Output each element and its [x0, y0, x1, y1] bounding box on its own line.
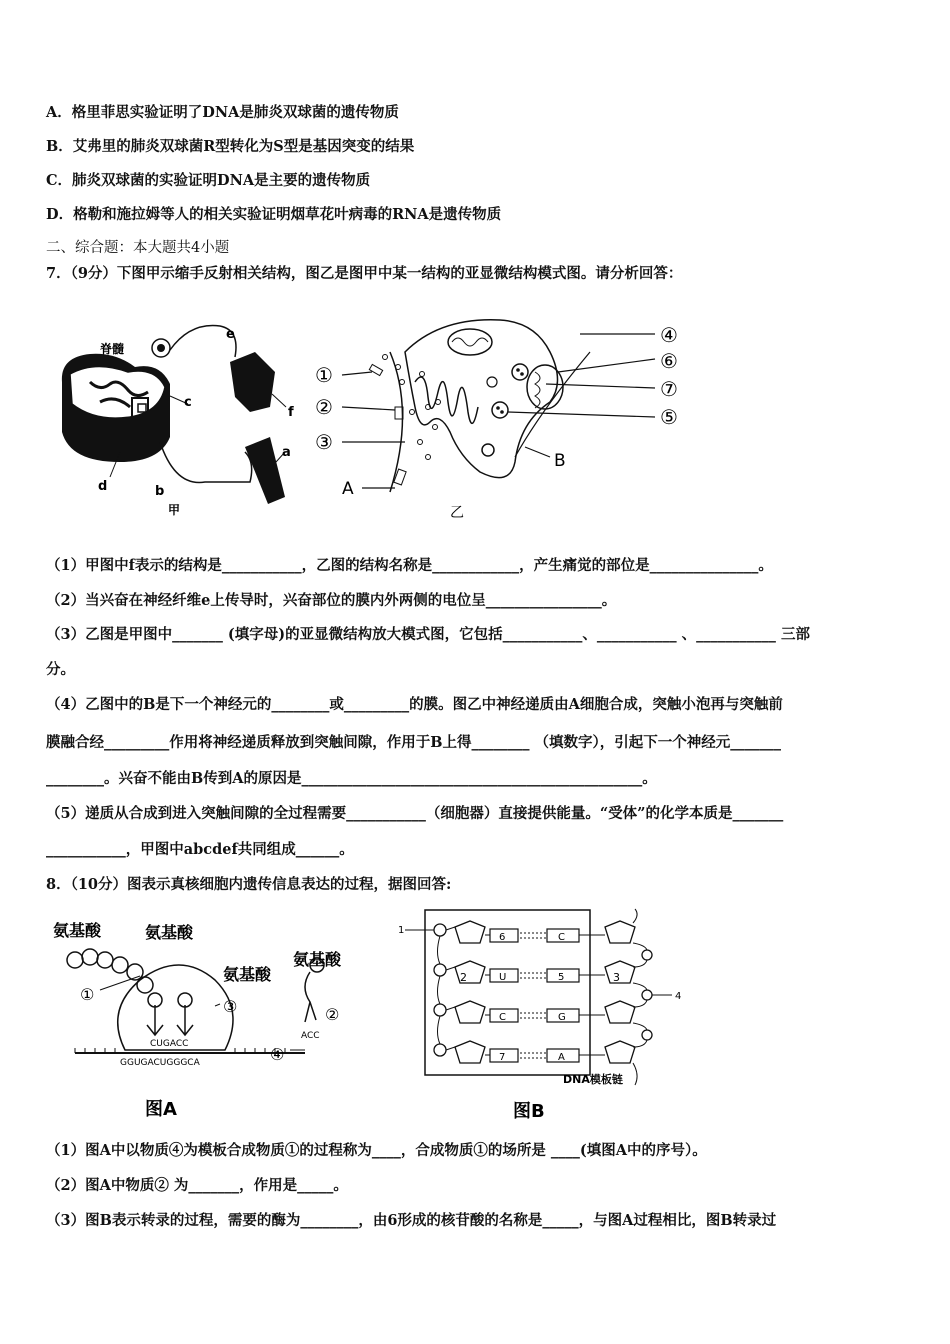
q8-part-3: （3）图B表示转录的过程，需要的酶为________，由6形成的核苷酸的名称是_____，与图A过程相比，图B转录过 — [46, 1212, 777, 1229]
base-left-1: 6 — [499, 932, 506, 943]
base-right-4: A — [558, 1052, 565, 1063]
label-f: f — [288, 405, 294, 420]
q7-part-4: （4）乙图中的B是下一个神经元的________或_________的膜。图乙中神经递质由A细胞合成，突触小泡再与突触前 — [46, 696, 783, 713]
q7-part-4-cont: 膜融合经_________作用将神经递质释放到突触间隙，作用于B上得________ （填数字），引起下一个神经元_______ — [46, 734, 782, 751]
figure-a — [45, 910, 345, 1130]
q7-part-3: （3）乙图是甲图中_______ (填字母)的亚显微结构放大模式图，它包括___________、___________ 、___________ 三部 — [46, 626, 810, 643]
fig-a-aa-3: 氨基酸 — [223, 965, 272, 984]
fig-a-mrna-seq: GGUGACUGGGCA — [120, 1058, 200, 1068]
q8-part-1: （1）图A中以物质④为模板合成物质①的过程称为____，合成物质①的场所是 ____(填图A中的序号）。 — [46, 1142, 707, 1159]
fig-b-n2: 2 — [460, 971, 467, 984]
caption-fig-a: 图A — [145, 1099, 177, 1120]
yi-num-3: ③ — [315, 430, 333, 454]
base-right-1: C — [558, 932, 565, 943]
fig-a-aa-1: 氨基酸 — [53, 921, 102, 940]
yi-num-6: ⑥ — [660, 349, 678, 373]
base-right-2: 5 — [558, 972, 565, 983]
q8-stem: 8．（10分）图表示真核细胞内遗传信息表达的过程，据图回答: — [46, 876, 452, 893]
fig-a-n2: ② — [325, 1005, 340, 1024]
q7-stem: 7．（9分）下图甲示缩手反射相关结构，图乙是图甲中某一结构的亚显微结构模式图。请分析回答： — [46, 265, 683, 282]
yi-letter-b: B — [554, 451, 566, 471]
label-a: a — [282, 445, 291, 460]
yi-num-5: ⑤ — [660, 405, 678, 429]
q8-part-2: （2）图A中物质② 为_______，作用是_____。 — [46, 1177, 348, 1194]
fig-b-n3: 3 — [613, 971, 620, 984]
fig-b-n4: 4 — [675, 991, 682, 1002]
label-c: c — [184, 395, 192, 410]
fig-a-n1: ① — [80, 985, 95, 1004]
fig-a-anticodon: CUGACC — [150, 1039, 189, 1049]
figure-jia — [40, 312, 310, 527]
label-d: d — [98, 479, 108, 494]
fig-b-n1: 1 — [398, 925, 405, 936]
yi-num-7: ⑦ — [660, 377, 678, 401]
fig-a-aa-4: 氨基酸 — [293, 950, 342, 969]
base-right-3: G — [558, 1012, 566, 1023]
fig-a-n4: ④ — [270, 1045, 285, 1064]
q7-part-2: （2）当兴奋在神经纤维e上传导时，兴奋部位的膜内外两侧的电位呈________________。 — [46, 592, 617, 609]
yi-num-4: ④ — [660, 323, 678, 347]
fig-a-acc: ACC — [301, 1031, 320, 1041]
fig-a-n3: ③ — [223, 997, 238, 1016]
effector-shape — [230, 352, 275, 412]
label-e: e — [226, 327, 235, 342]
q7-part-3-cont: 分。 — [46, 661, 75, 678]
dna-template-label: DNA模板链 — [563, 1073, 623, 1086]
q7-part-5-cont: ___________，甲图中abcdef共同组成______。 — [46, 841, 354, 858]
left-strand — [434, 921, 490, 1063]
caption-jia: 甲 — [168, 503, 181, 517]
q7-part-5: （5）递质从合成到进入突触间隙的全过程需要___________（细胞器）直接提供能量。“受体”的化学本质是_______ — [46, 805, 784, 822]
yi-num-2: ② — [315, 395, 333, 419]
caption-yi: 乙 — [450, 505, 464, 521]
option-a: A．格里菲思实验证明了DNA是肺炎双球菌的遗传物质 — [46, 104, 399, 121]
option-b: B．艾弗里的肺炎双球菌R型转化为S型是基因突变的结果 — [46, 138, 415, 155]
figure-b — [395, 905, 715, 1130]
section-heading: 二、综合题：本大题共4小题 — [46, 240, 230, 256]
q7-part-1: （1）甲图中f表示的结构是___________，乙图的结构名称是____________，产生痛觉的部位是_______________。 — [46, 557, 773, 574]
q7-part-4-cont2: ________。兴奋不能由B传到A的原因是_______________________________________________。 — [46, 770, 657, 787]
figure-yi — [310, 312, 700, 527]
base-left-2: U — [499, 972, 507, 983]
fig-a-aa-2: 氨基酸 — [145, 923, 194, 942]
caption-fig-b: 图B — [513, 1101, 545, 1122]
option-c: C．肺炎双球菌的实验证明DNA是主要的遗传物质 — [46, 172, 371, 189]
base-left-3: C — [499, 1012, 506, 1023]
label-b: b — [155, 484, 165, 499]
yi-letter-a: A — [342, 479, 354, 499]
yi-num-1: ① — [315, 363, 333, 387]
spinal-cord-label: 脊髓 — [100, 342, 125, 356]
option-d: D．格勒和施拉姆等人的相关实验证明烟草花叶病毒的RNA是遗传物质 — [46, 206, 502, 223]
base-left-4: 7 — [499, 1052, 506, 1063]
